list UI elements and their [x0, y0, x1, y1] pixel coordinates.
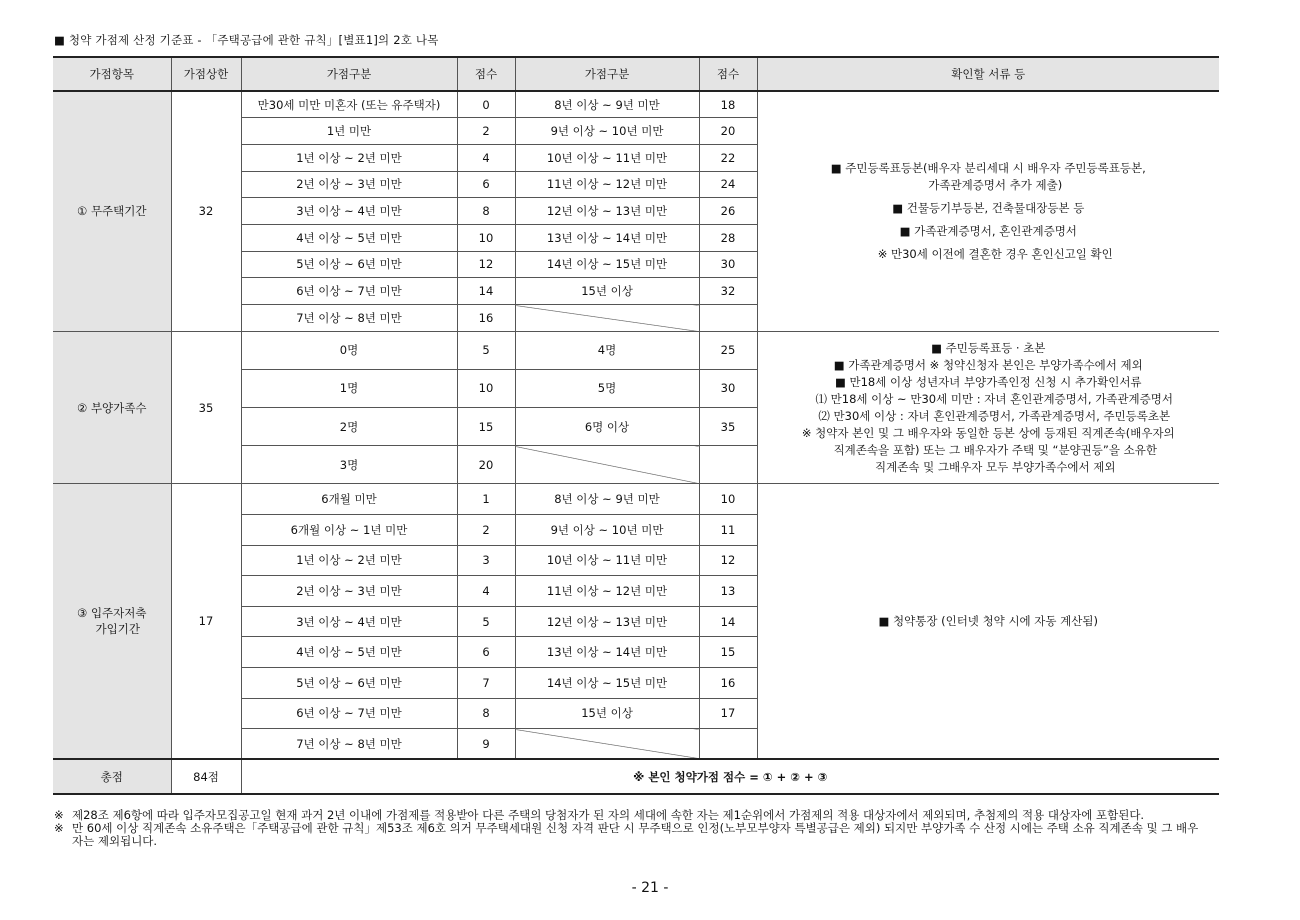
category-left: 3년 이상 ~ 4년 미만: [241, 198, 457, 225]
score-left: 15: [457, 408, 515, 446]
category-left: 1년 이상 ~ 2년 미만: [241, 545, 457, 576]
document-line: ■ 가족관계증명서 ※ 청약신청자 본인은 부양가족수에서 제외: [833, 357, 1143, 372]
category-left: 6개월 미만: [241, 484, 457, 515]
score-right: 17: [699, 698, 757, 729]
category-left: 6개월 이상 ~ 1년 미만: [241, 515, 457, 546]
header-category-left: 가점구분: [241, 57, 457, 91]
item-label-line: 가입기간: [95, 622, 140, 637]
header-category-right: 가점구분: [515, 57, 699, 91]
document-line: ■ 가족관계증명서, 혼인관계증명서: [899, 223, 1077, 238]
empty-diagonal-cell: [515, 446, 699, 484]
score-left: 2: [457, 118, 515, 145]
document-line: 직계존속을 포함) 또는 그 배우자가 주택 및 “분양권등”을 소유한: [833, 442, 1157, 457]
documents-cell: [757, 331, 1219, 484]
item-label-line: ③ 입주자저축: [76, 606, 147, 621]
category-right: 10년 이상 ~ 11년 미만: [515, 545, 699, 576]
score-left: 20: [457, 446, 515, 484]
score-left: 2: [457, 515, 515, 546]
category-right: 11년 이상 ~ 12년 미만: [515, 171, 699, 198]
category-right: 14년 이상 ~ 15년 미만: [515, 251, 699, 278]
category-right: 9년 이상 ~ 10년 미만: [515, 118, 699, 145]
category-left: 3명: [241, 446, 457, 484]
category-left: 만30세 미만 미혼자 (또는 유주택자): [241, 91, 457, 118]
score-right: 20: [699, 118, 757, 145]
category-right: 12년 이상 ~ 13년 미만: [515, 198, 699, 225]
score-right: 35: [699, 408, 757, 446]
category-right: 6명 이상: [515, 408, 699, 446]
category-left: 1년 미만: [241, 118, 457, 145]
score-left: 14: [457, 278, 515, 305]
category-left: 2년 이상 ~ 3년 미만: [241, 576, 457, 607]
document-line: ⑴ 만18세 이상 ~ 만30세 미만 : 자녀 혼인관계증명서, 가족관계증명서: [815, 391, 1173, 406]
category-right: 5명: [515, 369, 699, 407]
category-left: 3년 이상 ~ 4년 미만: [241, 606, 457, 637]
score-left: 10: [457, 224, 515, 251]
header-documents: 확인할 서류 등: [757, 57, 1219, 91]
row-max-score: 32: [171, 91, 241, 331]
footnote-text: 제28조 제6항에 따라 입주자모집공고일 현재 과거 2년 이내에 가점제를 적용받아 다른 주택의 당첨자가 된 자의 세대에 속한 자는 제1순위에서 가점제의 적용 대상자에서 제외되며, 추첨제의 적용 대상자에 포함된다.: [72, 808, 1145, 822]
category-right: 15년 이상: [515, 698, 699, 729]
document-line: 가족관계증명서 추가 제출): [928, 177, 1063, 192]
score-right: 26: [699, 198, 757, 225]
category-right: 14년 이상 ~ 15년 미만: [515, 668, 699, 699]
document-line: ■ 주민등록표등 · 초본: [931, 340, 1046, 355]
category-left: 7년 이상 ~ 8년 미만: [241, 729, 457, 760]
footnote: [54, 822, 1204, 848]
empty-cell: [699, 446, 757, 484]
category-right: 13년 이상 ~ 14년 미만: [515, 637, 699, 668]
category-left: 6년 이상 ~ 7년 미만: [241, 278, 457, 305]
category-right: 4명: [515, 331, 699, 369]
total-max: 84점: [171, 759, 241, 794]
score-right: 16: [699, 668, 757, 699]
documents-cell: [757, 484, 1219, 759]
category-right: 9년 이상 ~ 10년 미만: [515, 515, 699, 546]
score-right: 22: [699, 144, 757, 171]
score-right: 18: [699, 91, 757, 118]
document-title: ■ 청약 가점제 산정 기준표 - 「주택공급에 관한 규칙」[별표1]의 2호 나목: [54, 33, 439, 47]
score-left: 4: [457, 144, 515, 171]
category-left: 1년 이상 ~ 2년 미만: [241, 144, 457, 171]
score-left: 7: [457, 668, 515, 699]
document-line: ※ 청약자 본인 및 그 배우자와 동일한 등본 상에 등재된 직계존속(배우자의: [801, 425, 1175, 440]
footnote-text: 만 60세 이상 직계존속 소유주택은「주택공급에 관한 규칙」제53조 제6호 의거 무주택세대원 신청 자격 판단 시 무주택으로 인정(노부모부양자 특별공급은 제외) 되지만 부양가족 수 산정 시에는 주택 소유 직계존속 및 그 배우자는 제외됩니다.: [72, 821, 1199, 848]
score-left: 8: [457, 698, 515, 729]
score-right: 12: [699, 545, 757, 576]
score-right: 11: [699, 515, 757, 546]
category-right: 10년 이상 ~ 11년 미만: [515, 144, 699, 171]
category-left: 2명: [241, 408, 457, 446]
document-line: ⑵ 만30세 이상 : 자녀 혼인관계증명서, 가족관계증명서, 주민등록초본: [818, 408, 1171, 423]
footnotes: [54, 809, 1204, 848]
category-left: 2년 이상 ~ 3년 미만: [241, 171, 457, 198]
score-right: 10: [699, 484, 757, 515]
empty-diagonal-cell: [515, 305, 699, 332]
documents-cell: [757, 91, 1219, 331]
total-formula: ※ 본인 청약가점 점수 = ① + ② + ③: [241, 759, 1219, 794]
category-right: 8년 이상 ~ 9년 미만: [515, 91, 699, 118]
empty-cell: [699, 305, 757, 332]
total-row: [53, 759, 1219, 794]
header-score-right: 점수: [699, 57, 757, 91]
category-left: 5년 이상 ~ 6년 미만: [241, 668, 457, 699]
score-right: 30: [699, 369, 757, 407]
page-number: - 21 -: [631, 880, 669, 896]
table-row: [53, 91, 1219, 118]
score-left: 4: [457, 576, 515, 607]
table-header-row: [53, 57, 1219, 91]
category-right: 11년 이상 ~ 12년 미만: [515, 576, 699, 607]
score-left: 6: [457, 637, 515, 668]
category-right: 12년 이상 ~ 13년 미만: [515, 606, 699, 637]
score-right: 25: [699, 331, 757, 369]
category-left: 6년 이상 ~ 7년 미만: [241, 698, 457, 729]
document-line: ■ 주민등록표등본(배우자 분리세대 시 배우자 주민등록표등본,: [830, 160, 1146, 175]
document-line: ■ 청약통장 (인터넷 청약 시에 자동 계산됨): [878, 613, 1098, 628]
score-left: 16: [457, 305, 515, 332]
score-right: 28: [699, 224, 757, 251]
score-left: 8: [457, 198, 515, 225]
category-left: 4년 이상 ~ 5년 미만: [241, 224, 457, 251]
document-line: ■ 건물등기부등본, 건축물대장등본 등: [892, 200, 1085, 215]
score-right: 32: [699, 278, 757, 305]
category-left: 1명: [241, 369, 457, 407]
score-criteria-table: [53, 56, 1219, 795]
category-left: 7년 이상 ~ 8년 미만: [241, 305, 457, 332]
document-line: ■ 만18세 이상 성년자녀 부양가족인정 신청 시 추가확인서류: [834, 374, 1142, 389]
score-left: 0: [457, 91, 515, 118]
category-right: 8년 이상 ~ 9년 미만: [515, 484, 699, 515]
score-left: 12: [457, 251, 515, 278]
score-left: 5: [457, 606, 515, 637]
table-row: [53, 331, 1219, 369]
note-mark: ※: [54, 821, 64, 835]
header-max: 가점상한: [171, 57, 241, 91]
row-item-label: ① 무주택기간: [53, 91, 171, 331]
category-left: 4년 이상 ~ 5년 미만: [241, 637, 457, 668]
score-right: 24: [699, 171, 757, 198]
score-left: 5: [457, 331, 515, 369]
header-score-left: 점수: [457, 57, 515, 91]
score-left: 10: [457, 369, 515, 407]
row-item-label: [53, 484, 171, 759]
table-row: [53, 484, 1219, 515]
category-right: 15년 이상: [515, 278, 699, 305]
document-line: ※ 만30세 이전에 결혼한 경우 혼인신고일 확인: [877, 246, 1113, 261]
score-right: 14: [699, 606, 757, 637]
empty-diagonal-cell: [515, 729, 699, 760]
category-right: 13년 이상 ~ 14년 미만: [515, 224, 699, 251]
note-mark: ※: [54, 808, 64, 822]
score-left: 9: [457, 729, 515, 760]
document-line: 직계존속 및 그배우자 모두 부양가족수에서 제외: [875, 459, 1116, 474]
total-label: 총점: [53, 759, 171, 794]
score-right: 30: [699, 251, 757, 278]
score-left: 3: [457, 545, 515, 576]
empty-cell: [699, 729, 757, 760]
category-left: 5년 이상 ~ 6년 미만: [241, 251, 457, 278]
score-right: 13: [699, 576, 757, 607]
category-left: 0명: [241, 331, 457, 369]
score-left: 6: [457, 171, 515, 198]
row-max-score: 17: [171, 484, 241, 759]
score-right: 15: [699, 637, 757, 668]
header-item: 가점항목: [53, 57, 171, 91]
score-left: 1: [457, 484, 515, 515]
row-max-score: 35: [171, 331, 241, 484]
row-item-label: ② 부양가족수: [53, 331, 171, 484]
